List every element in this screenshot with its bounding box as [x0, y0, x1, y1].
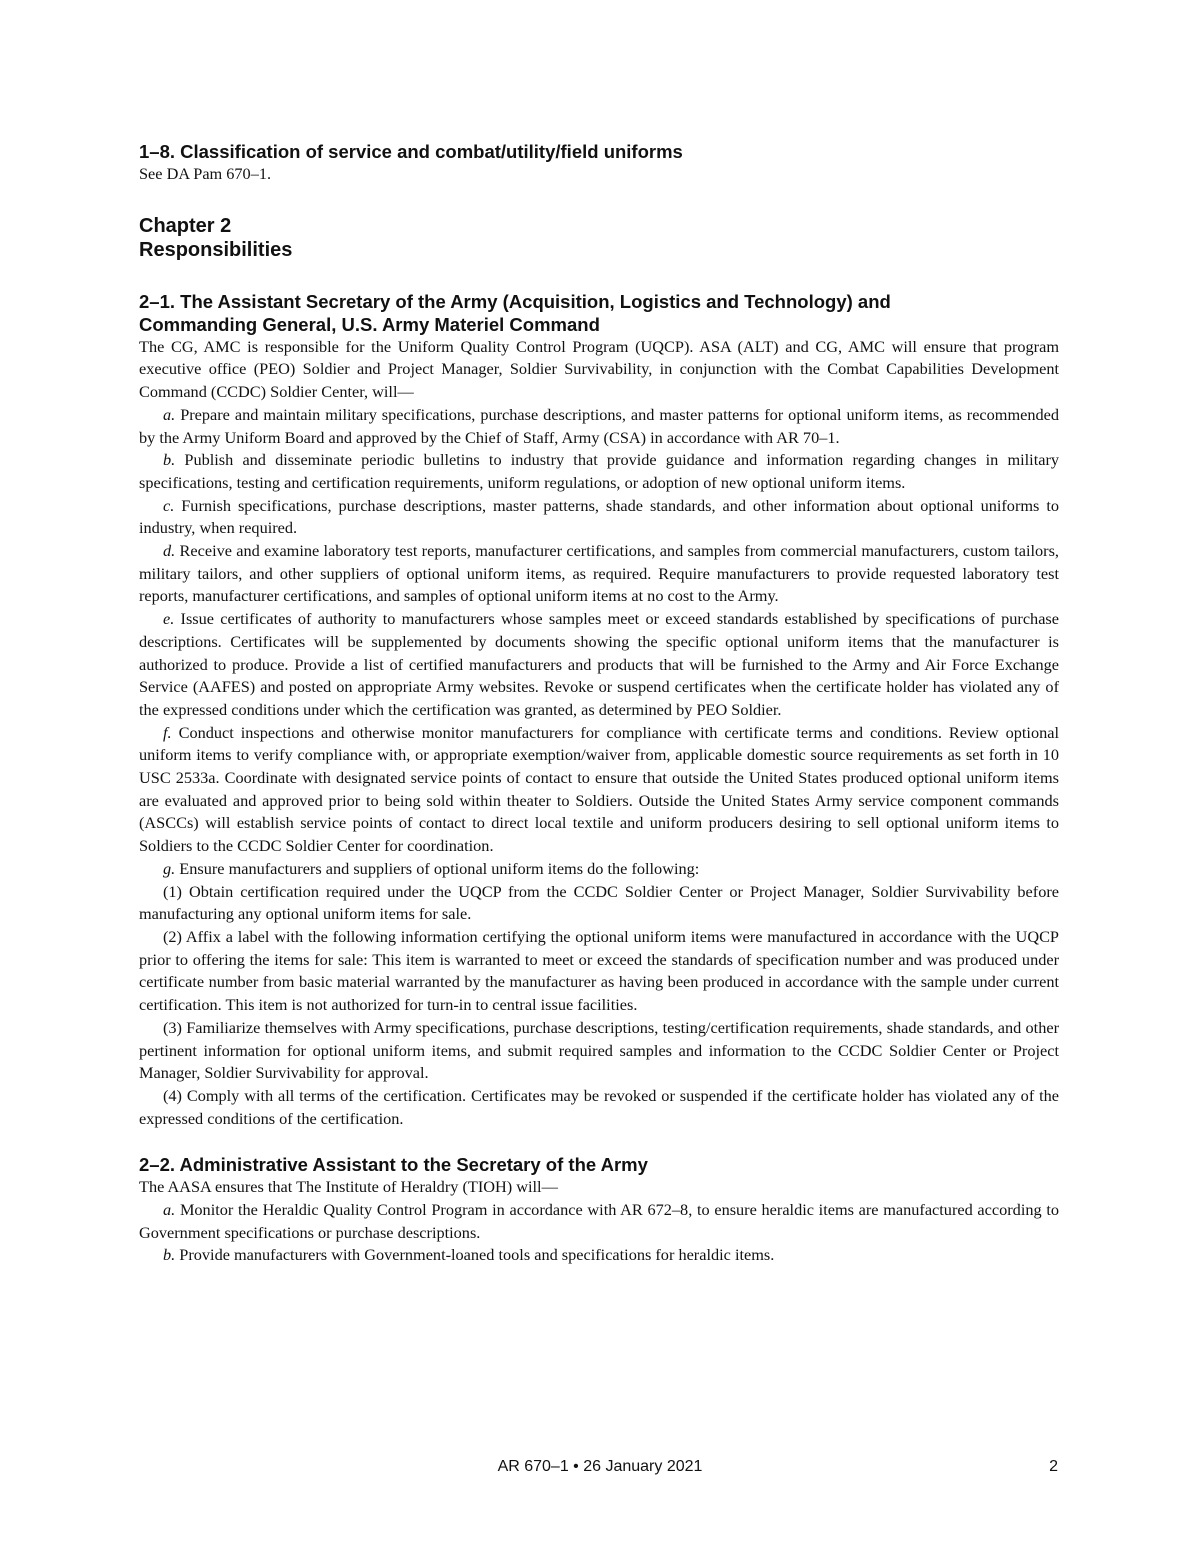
item-text: Conduct inspections and otherwise monitor manufacturers for compliance with certificate terms and conditions. Review optional uniform items to verify compliance with, or appropriate exemption/waiver from, applicable domestic source requirements as set forth in 10 USC 2533a. Coordinate with designated service points of contact to ensure that outside the United States produced optional uniform items are evaluated and approved prior to being sold within theater to Soldiers. Outside the United States Army service component commands (ASCCs) will establish service points of contact to direct local textile and uniform producers desiring to sell optional uniform items to Soldiers to the CCDC Soldier Center for coordination. [139, 722, 1059, 856]
list-item [139, 495, 1059, 540]
item-text: Provide manufacturers with Government-loaned tools and specifications for heraldic items. [179, 1245, 775, 1265]
item-text: Receive and examine laboratory test reports, manufacturer certifications, and samples from commercial manufacturers, custom tailors, military tailors, and other suppliers of optional uniform items, as required. Require manufacturers to provide requested laboratory test reports, manufacturer certifications, and samples of optional uniform items at no cost to the Army. [139, 541, 1059, 606]
list-item [139, 540, 1059, 608]
sub-list-item: (2) Affix a label with the following information certifying the optional uniform items were manufactured in accordance with the UQCP prior to offering the items for sale: This item is warranted to meet or exceed the standards of specification number and was produced under certificate number from basic material warranted by the manufacturer as having been produced in accordance with the sample under current certification. This item is not authorized for turn-in to central issue facilities. [139, 926, 1059, 1015]
list-item [139, 1244, 1059, 1267]
chapter-number: Chapter 2 [139, 214, 232, 237]
sub-list-item: (4) Comply with all terms of the certification. Certificates may be revoked or suspended if the certificate holder has violated any of the expressed conditions of the certification. [139, 1085, 1059, 1128]
item-marker: d. [163, 541, 176, 561]
item-text: Ensure manufacturers and suppliers of optional uniform items do the following: [179, 858, 700, 878]
section-2-1-intro: The CG, AMC is responsible for the Uniform Quality Control Program (UQCP). ASA (ALT) and CG, AMC will ensure that program executive office (PEO) Soldier and Project Manager, Soldier Survivability, in conjunction with the Combat Capabilities Development Command (CCDC) Soldier Center, will— [139, 336, 1059, 402]
list-item [139, 449, 1059, 494]
item-text: Furnish specifications, purchase descriptions, master patterns, shade standards, and other information about optional uniforms to industry, when required. [139, 495, 1059, 538]
item-text: Issue certificates of authority to manufacturers whose samples meet or exceed standards established by specifications of purchase descriptions. Certificates will be supplemented by documents showing the specific optional uniform items that the manufacturer is authorized to produce. Provide a list of certified manufacturers and products that will be furnished to the Army and Air Force Exchange Service (AAFES) and posted on appropriate Army websites. Revoke or suspend certificates when the certificate holder has violated any of the expressed conditions under which the certification was granted, as determined by PEO Soldier. [139, 609, 1059, 719]
item-marker: b. [163, 450, 176, 470]
section-heading-1-8: 1–8. Classification of service and combat/utility/field uniforms [139, 141, 683, 162]
item-marker: a. [163, 404, 176, 424]
list-item [139, 1199, 1059, 1244]
item-marker: e. [163, 609, 175, 629]
section-body-1-8: See DA Pam 670–1. [139, 164, 272, 183]
item-marker: b. [163, 1245, 176, 1265]
list-item [139, 608, 1059, 722]
section-heading-2-1-line2: Commanding General, U.S. Army Materiel Command [139, 313, 600, 335]
item-marker: a. [163, 1200, 176, 1220]
section-2-2-intro: The AASA ensures that The Institute of Heraldry (TIOH) will— [139, 1177, 558, 1197]
sub-list-item: (3) Familiarize themselves with Army specifications, purchase descriptions, testing/certification requirements, shade standards, and other pertinent information for optional uniform items, and submit required samples and information to the CCDC Soldier Center or Project Manager, Soldier Survivability for approval. [139, 1017, 1059, 1083]
sub-list-item: (1) Obtain certification required under the UQCP from the CCDC Soldier Center or Project Manager, Soldier Survivability before manufacturing any optional uniform items for sale. [139, 881, 1059, 924]
page-number: 2 [1049, 1458, 1058, 1475]
section-heading-2-1-line1: 2–1. The Assistant Secretary of the Army (Acquisition, Logistics and Technology) and [139, 290, 891, 312]
section-heading-2-2: 2–2. Administrative Assistant to the Secretary of the Army [139, 1154, 648, 1176]
list-item [139, 404, 1059, 449]
section-2-1 [139, 290, 1059, 1131]
item-marker: g. [163, 858, 176, 878]
footer-document-id: AR 670–1 • 26 January 2021 [497, 1458, 703, 1475]
item-marker: f. [163, 722, 172, 742]
chapter-title: Responsibilities [139, 238, 293, 261]
section-2-2 [139, 1153, 1059, 1267]
document-page [139, 140, 1059, 1267]
list-item [139, 722, 1059, 858]
item-marker: c. [163, 495, 175, 515]
item-text: Prepare and maintain military specifications, purchase descriptions, and master patterns for optional uniform items, as recommended by the Army Uniform Board and approved by the Chief of Staff, Army (CSA) in accordance with AR 70–1. [139, 404, 1059, 447]
item-text: Monitor the Heraldic Quality Control Program in accordance with AR 672–8, to ensure heraldic items are manufactured according to Government specifications or purchase descriptions. [139, 1200, 1059, 1242]
item-text: Publish and disseminate periodic bulletins to industry that provide guidance and information regarding changes in military specifications, testing and certification requirements, uniform regulations, or adoption of new optional uniform items. [139, 450, 1060, 492]
list-item [139, 858, 1059, 881]
